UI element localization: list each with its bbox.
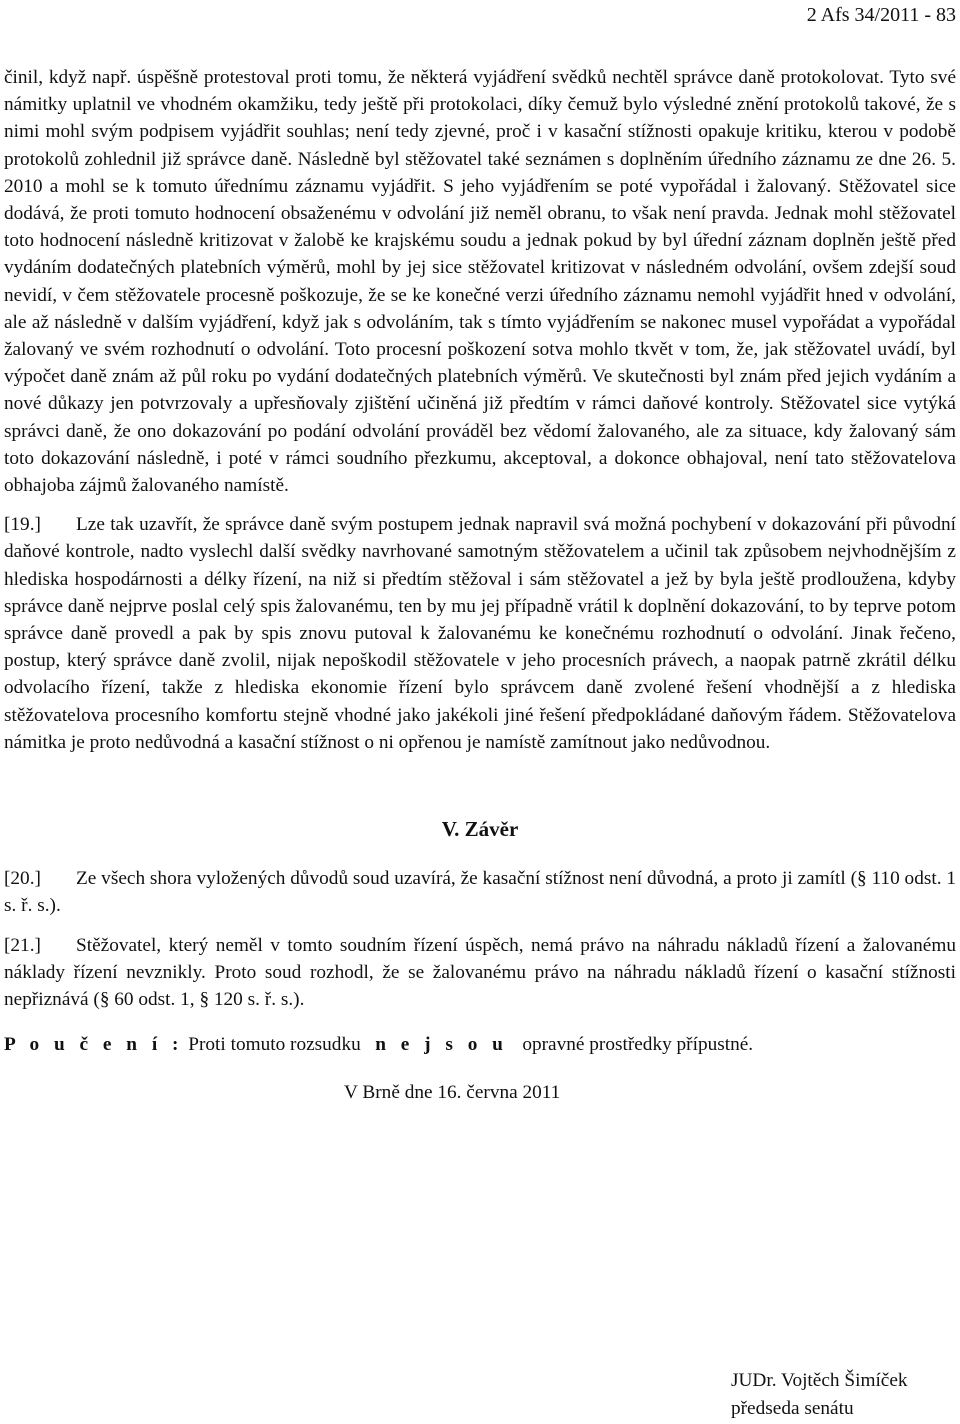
paragraph-text: Lze tak uzavřít, že správce daně svým postupem jednak napravil svá možná pochybení v dokazování při původní daňové kontrole, nadto vyslechl další svědky navrhované samotným stěžovatelem a učinil tak způsobem nejvhodnějším z hlediska hospodárnosti a délky řízení, na niž si předtím stěžoval i sám stěžovatel a jež by byla ještě prodloužena, kdyby správce daně nejprve poslal celý spis žalovanému, ten by mu jej případně vrátil k doplnění dokazování, to by teprve potom správce daně provedl a pak by spis znovu putoval k žalovanému ke konečnému rozhodnutí o odvolání. Jinak řečeno, postup, který správce daně zvolil, nijak nepoškodil stěžovatele v jeho procesních právech, a naopak patrně zkrátil délku odvolacího řízení, takže z hlediska ekonomie řízení bylo správcem daně zvolené řešení vhodnější a z hlediska stěžovatelova procesního komfortu stejně vhodné jako jakékoli jiné řešení předpokládané daňovým řádem. Stěžovatelova námitka je proto nedůvodná a kasační stížnost o ni opřenou je namístě zamítnout jako nedůvodnou. <box>4 514 956 753</box>
continuation-paragraph: činil, když např. úspěšně protestoval proti tomu, že některá vyjádření svědků nechtěl správce daně protokolovat. Tyto své námitky uplatnil ve vhodném okamžiku, tedy ještě při protokolaci, díky čemuž bylo výsledné znění protokolů takové, že s nimi mohl svým podpisem vyjádřit souhlas; není tedy zjevné, proč i v kasační stížnosti opakuje kritiku, kterou v podobě protokolů zohlednil již správce daně. Následně byl stěžovatel také seznámen s doplněním úředního záznamu ze dne 26. 5. 2010 a mohl se k tomuto úřednímu záznamu vyjádřit. S jeho vyjádřením se poté vypořádal i žalovaný. Stěžovatel sice dodává, že proti tomuto hodnocení obsaženému v odvolání již neměl obranu, to však není pravda. Jednak mohl stěžovatel toto hodnocení následně kritizovat v žalobě ke krajskému soudu a jednak pokud by byl úřední záznam doplněn ještě před vydáním dodatečných platebních výměrů, mohl by jej sice stěžovatel kritizovat v následném odvolání, ovšem zdejší soud nevidí, v čem stěžovatele procesně poškozuje, že se ke konečné verzi úředního záznamu nemohl vyjádřit hned v odvolání, ale až následně v dalším vyjádření, když jak s odvoláním, tak s tímto vyjádřením se nakonec musel vypořádat a vypořádal žalovaný ve svém rozhodnutí o odvolání. Toto procesní poškození sotva mohlo tkvět v tom, že, jak stěžovatel uvádí, byl výpočet daně znám až půl roku po vydání dodatečných platebních výměrů. Ve skutečnosti byl znám před jejich vydáním a nové důkazy jen potvrzovaly a upřesňovaly zjištění učiněná již předtím v rámci daňové kontroly. Stěžovatel sice vytýká správci daně, že ono dokazování po podání odvolání prováděl bez vědomí žalovaného, ale za situace, kdy žalovaný sám toto dokazování následně, i poté v rámci soudního přezkumu, akceptoval, a dokonce obhajoval, není tato stěžovatelova obhajoba zájmů žalovaného namístě. <box>4 67 956 497</box>
signature-name: JUDr. Vojtěch Šimíček <box>731 1370 908 1391</box>
paragraph-20 <box>4 865 956 919</box>
paragraph-21 <box>4 932 956 1014</box>
notice-label: P o u č e n í : <box>4 1034 184 1056</box>
paragraph-19 <box>4 511 956 756</box>
case-reference: 2 Afs 34/2011 - 83 <box>806 4 956 26</box>
notice-emphasis: n e j s o u <box>375 1034 508 1056</box>
signature-title: předseda senátu <box>731 1398 854 1419</box>
section-heading: V. Závěr <box>441 817 519 842</box>
paragraph-number: [19.] <box>4 514 41 536</box>
document-body <box>4 64 956 1106</box>
document-page <box>4 0 956 1424</box>
notice-text-after: opravné prostředky přípustné. <box>522 1034 754 1056</box>
legal-notice <box>4 1031 956 1058</box>
paragraph-number: [20.] <box>4 868 41 890</box>
notice-text-before: Proti tomuto rozsudku <box>188 1034 361 1056</box>
paragraph-text: Ze všech shora vyložených důvodů soud uzavírá, že kasační stížnost není důvodná, a proto ji zamítl (§ 110 odst. 1 s. ř. s.). <box>4 868 956 917</box>
paragraph-number: [21.] <box>4 934 41 956</box>
paragraph-text: Stěžovatel, který neměl v tomto soudním řízení úspěch, nemá právo na náhradu nákladů řízení a žalovanému náklady řízení nevznikly. Proto soud rozhodl, že se žalovanému právo na náhradu nákladů řízení o kasační stížnosti nepřiznává (§ 60 odst. 1, § 120 s. ř. s.). <box>4 934 956 1011</box>
signature-block <box>731 1367 908 1423</box>
date-line: V Brně dne 16. června 2011 <box>344 1081 561 1103</box>
